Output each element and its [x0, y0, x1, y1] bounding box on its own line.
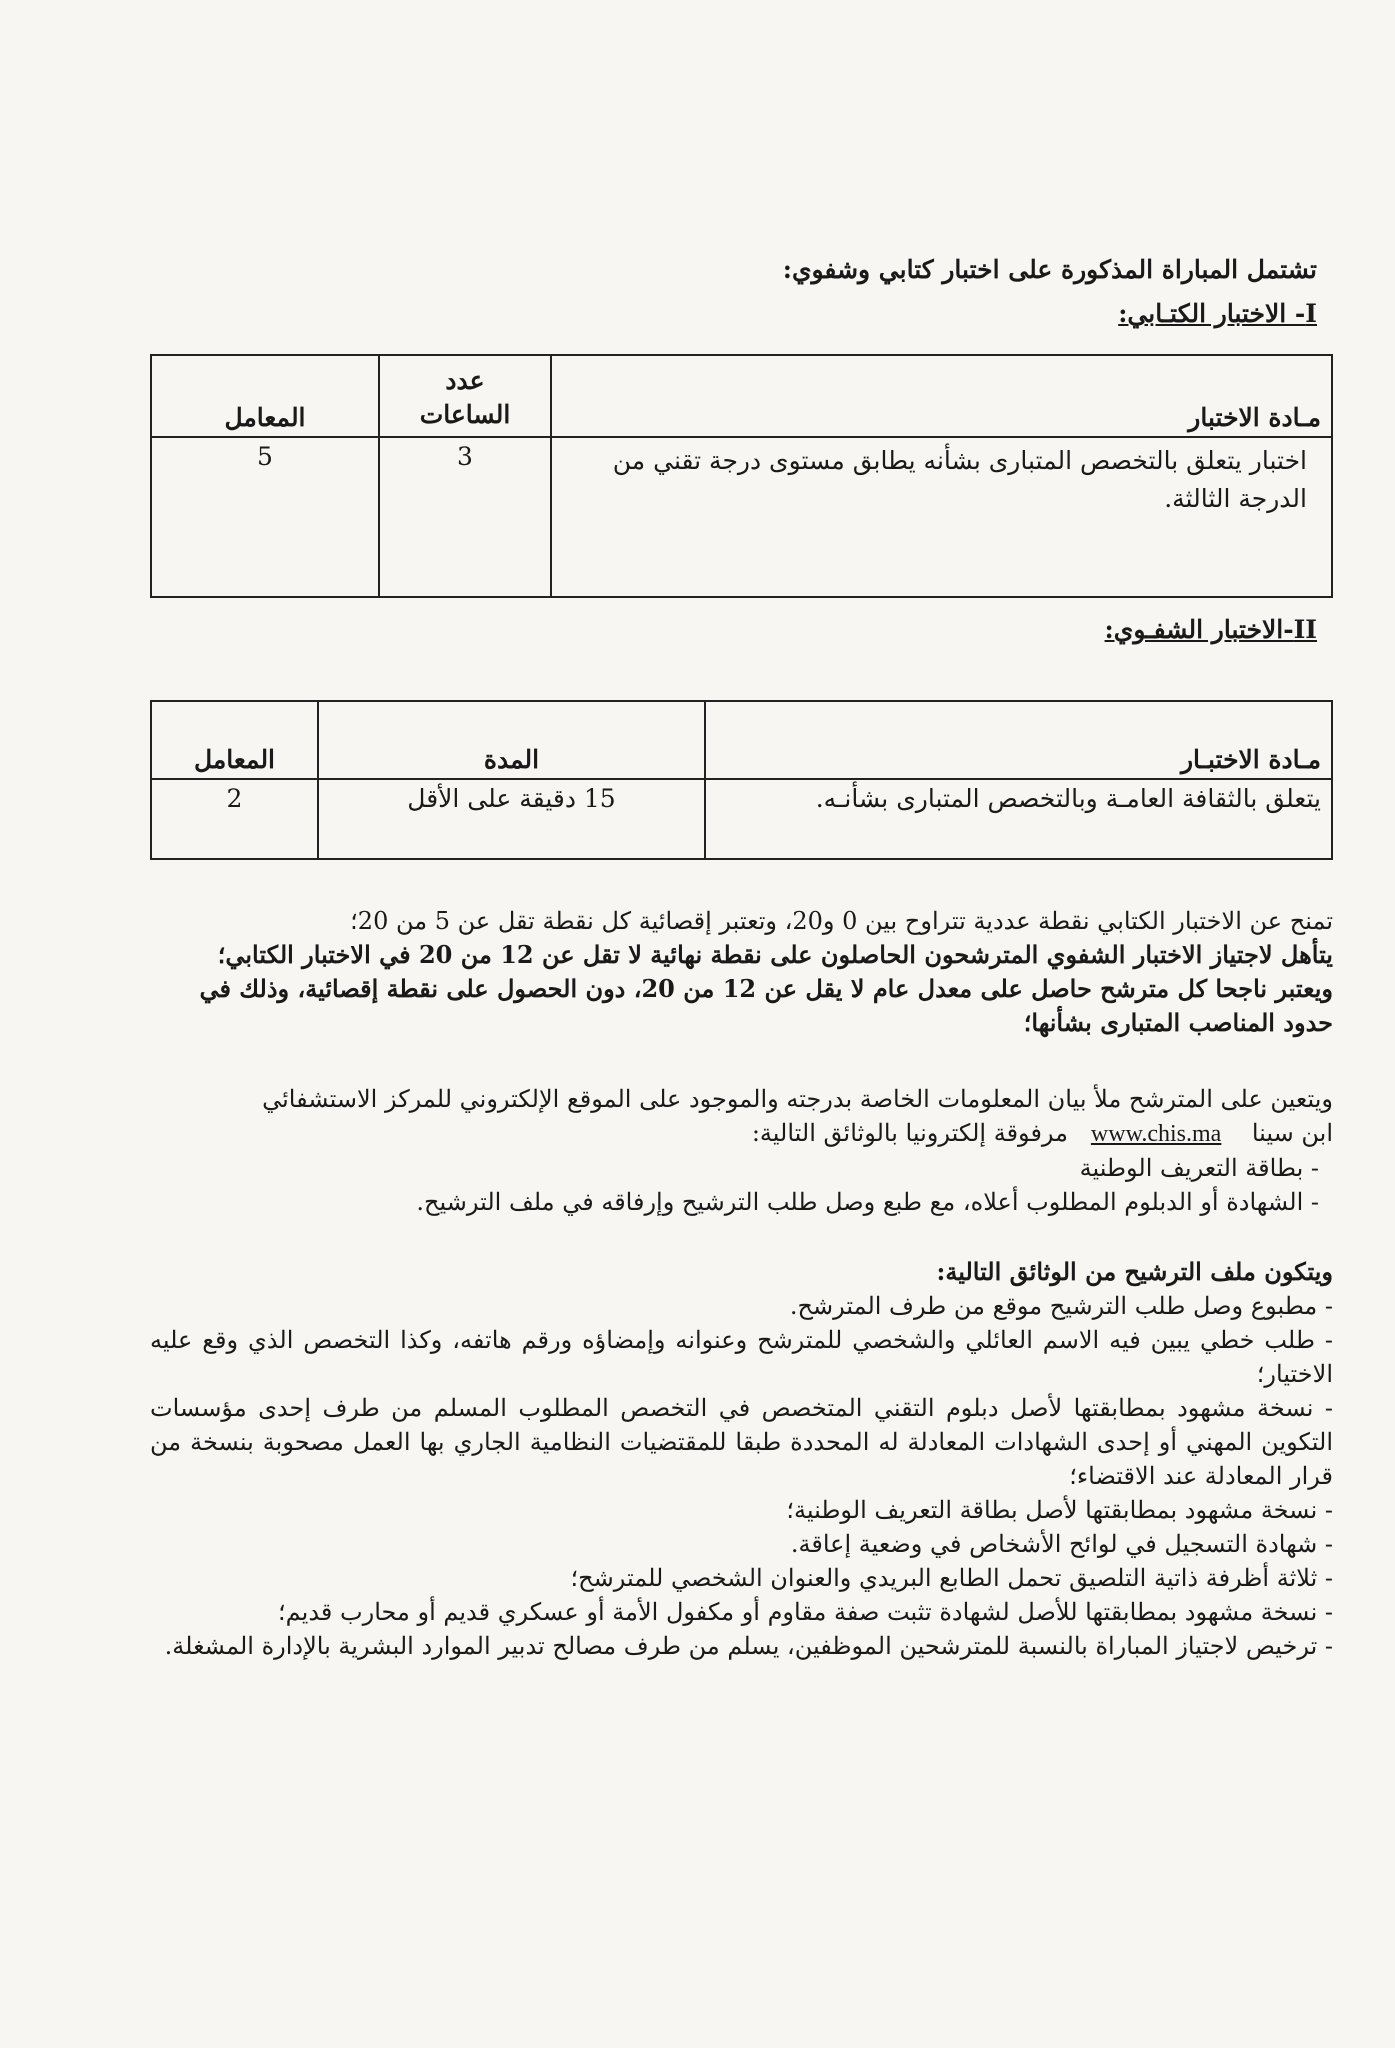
header-duration: المدة	[318, 701, 705, 779]
application-prefix: ابن سينا	[1251, 1119, 1333, 1147]
written-exam-table	[150, 354, 1333, 598]
document-body	[150, 252, 1333, 1663]
list-item: - ثلاثة أظرفة ذاتية التلصيق تحمل الطابع البريدي والعنوان الشخصي للمترشح؛	[570, 1564, 1333, 1592]
application-text-1: ويتعين على المترشح ملأ بيان المعلومات الخاصة بدرجته والموجود على الموقع الإلكتروني للمركز الاستشفائي	[262, 1085, 1333, 1113]
header-subject: مـادة الاختبار	[551, 355, 1332, 437]
list-item: - نسخة مشهود بمطابقتها لأصل دبلوم التقني المتخصص في التخصص المطلوب المسلم من طرف إحدى مؤسسات التكوين المهني أو إحدى الشهادات المعادلة له المحددة طبقا للمقتضيات النظامية الجاري بها العمل مصحوبة بنسخة من قرار المعادلة عند الاقتضاء؛	[150, 1394, 1334, 1490]
table-header-row	[151, 355, 1332, 437]
spacer	[150, 1219, 1333, 1255]
header-hours-line2: الساعات	[419, 400, 511, 429]
header-coef: المعامل	[151, 355, 379, 437]
list-item: - نسخة مشهود بمطابقتها للأصل لشهادة تثبت صفة مقاوم أو مكفول الأمة أو عسكري قديم أو محارب قديم؛	[278, 1598, 1333, 1626]
oral-exam-table	[150, 700, 1333, 860]
table-row	[151, 437, 1332, 597]
scoring-rule-3: ويعتبر ناجحا كل مترشح حاصل على معدل عام لا يقل عن 12 من 20، دون الحصول على نقطة إقصائية، وذلك في حدود المناصب المتبارى بشأنها؛	[199, 974, 1333, 1037]
header-subject: مـادة الاختبـار	[705, 701, 1332, 779]
list-item: - طلب خطي يبين فيه الاسم العائلي والشخصي للمترشح وعنوانه وإمضاؤه ورقم هاتفه، وكذا التخصص الذي وقع عليه الاختيار؛	[150, 1326, 1333, 1388]
list-item: - بطاقة التعريف الوطنية	[1079, 1154, 1319, 1182]
dossier-title: ويتكون ملف الترشيح من الوثائق التالية:	[936, 1257, 1333, 1286]
written-coef-cell: 5	[151, 437, 379, 597]
oral-duration-cell: 15 دقيقة على الأقل	[318, 779, 705, 859]
header-hours-line1: عدد	[445, 366, 485, 395]
scoring-rules	[150, 904, 1333, 1040]
list-item: - شهادة التسجيل في لوائح الأشخاص في وضعية إعاقة.	[790, 1530, 1333, 1558]
written-hours-cell: 3	[379, 437, 551, 597]
list-item: - ترخيص لاجتياز المباراة بالنسبة للمترشحين الموظفين، يسلم من طرف مصالح تدبير الموارد البشرية بالإدارة المشغلة.	[164, 1632, 1333, 1660]
scoring-rule-2: يتأهل لاجتياز الاختبار الشفوي المترشحون الحاصلون على نقطة نهائية لا تقل عن 12 من 20 في الاختبار الكتابي؛	[217, 940, 1333, 969]
written-exam-title: I- الاختبار الكتـابي:	[1118, 299, 1317, 328]
dossier-list	[150, 1255, 1333, 1663]
website-link[interactable]: www.chis.ma	[1090, 1121, 1222, 1147]
header-hours	[379, 355, 551, 437]
oral-exam-title: II-الاختبار الشفـوي:	[1104, 615, 1317, 644]
application-suffix: مرفوقة إلكترونيا بالوثائق التالية:	[751, 1119, 1069, 1147]
spacer	[150, 1040, 1333, 1082]
application-instructions	[150, 1082, 1333, 1219]
oral-subject-cell: يتعلق بالثقافة العامـة وبالتخصص المتبارى بشأنـه.	[705, 779, 1332, 859]
oral-coef-cell: 2	[151, 779, 318, 859]
header-coef: المعامل	[151, 701, 318, 779]
application-text-2	[150, 1116, 1333, 1151]
table-header-row	[151, 701, 1332, 779]
list-item: - الشهادة أو الدبلوم المطلوب أعلاه، مع طبع وصل طلب الترشيح وإرفاقه في ملف الترشيح.	[416, 1188, 1319, 1216]
scoring-rule-1: تمنح عن الاختبار الكتابي نقطة عددية تتراوح بين 0 و20، وتعتبر إقصائية كل نقطة تقل عن 5 من 20؛	[350, 907, 1333, 935]
intro-text: تشتمل المباراة المذكورة على اختبار كتابي وشفوي:	[782, 255, 1317, 284]
table-row	[151, 779, 1332, 859]
written-subject-cell: اختبار يتعلق بالتخصص المتبارى بشأنه يطابق مستوى درجة تقني من الدرجة الثالثة.	[551, 437, 1332, 597]
list-item: - نسخة مشهود بمطابقتها لأصل بطاقة التعريف الوطنية؛	[786, 1496, 1333, 1524]
list-item: - مطبوع وصل طلب الترشيح موقع من طرف المترشح.	[789, 1292, 1333, 1320]
